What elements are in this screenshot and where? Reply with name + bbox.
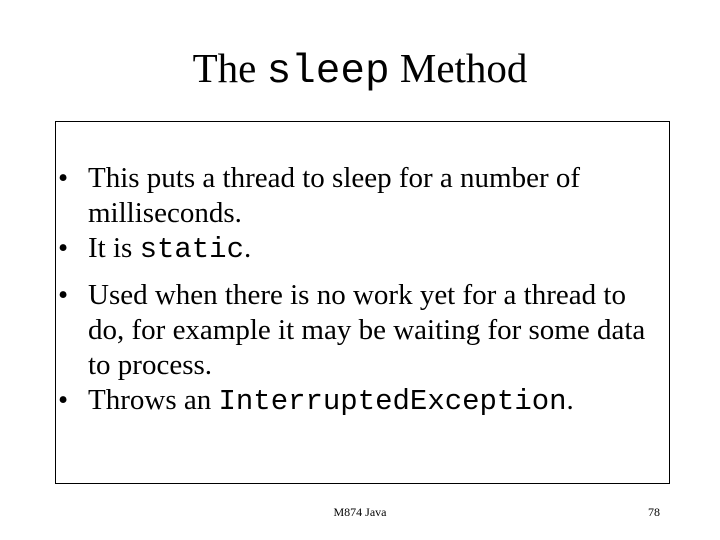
bullet-tail: .: [243, 232, 252, 264]
slide-title: [0, 40, 720, 100]
bullet-item: [0, 231, 668, 267]
bullet-marker: •: [58, 384, 69, 416]
bullet-code: static: [139, 233, 244, 266]
bullet-marker: •: [58, 279, 69, 311]
bullet-text: It is: [88, 232, 140, 264]
bullet-text: Used when there is no work yet for a thread to do, for example it may be waiting for some data to process.: [88, 279, 646, 381]
page-number: 78: [648, 505, 660, 519]
title-suffix: Method: [389, 45, 528, 91]
bullet-code: InterruptedException: [218, 385, 567, 418]
bullet-item: [0, 278, 668, 383]
bullet-text: This puts a thread to sleep for a number of milliseconds.: [88, 162, 581, 229]
bullet-item: [0, 383, 668, 419]
bullet-tail: .: [566, 384, 574, 416]
bullet-marker: •: [58, 232, 69, 264]
footer-label: M874 Java: [333, 505, 387, 519]
bullet-item: [0, 161, 668, 231]
bullet-marker: •: [58, 162, 69, 194]
bullet-text: Throws an: [88, 384, 219, 416]
bullet-list: [0, 161, 720, 419]
title-code: sleep: [266, 49, 390, 95]
title-prefix: The: [192, 45, 267, 91]
